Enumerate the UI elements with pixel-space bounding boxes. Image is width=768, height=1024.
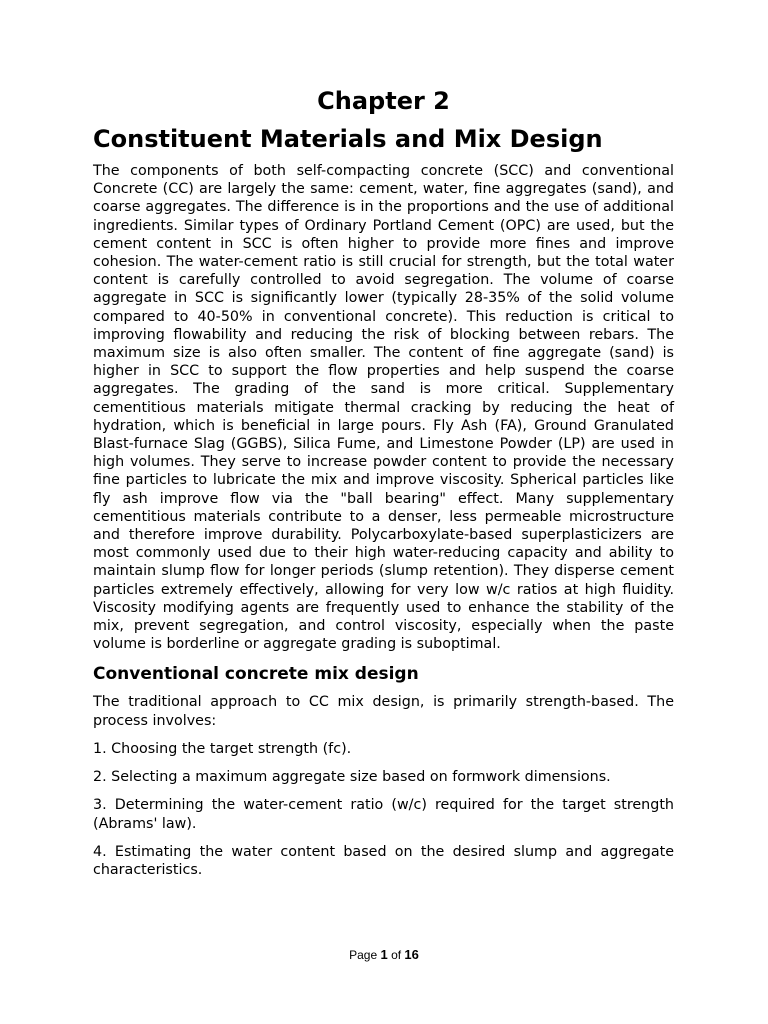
total-pages: 16 bbox=[404, 947, 419, 962]
list-item: 1. Choosing the target strength (fc). bbox=[93, 740, 352, 757]
section-heading: Conventional concrete mix design bbox=[93, 664, 419, 685]
document-page bbox=[93, 84, 674, 889]
chapter-title: Constituent Materials and Mix Design bbox=[93, 125, 603, 153]
page-word: Page bbox=[349, 948, 378, 962]
of-word: of bbox=[391, 948, 402, 962]
intro-paragraph: The components of both self-compacting concrete (SCC) and conventional Concrete (CC) are largely the same: cement, water, fine aggregates (sand), and coarse aggregates. The difference is in the proportions and the use of additional ingredients. Similar types of Ordinary Portland Cement (OPC) are used, but the cement content in SCC is often higher to provide more fines and improve cohesion. The water-cement ratio is still crucial for strength, but the total water content is carefully controlled to avoid segregation. The volume of coarse aggregate in SCC is significantly lower (typically 28-35% of the solid volume compared to 40-50% in conventional concrete). This reduction is critical to improving flowability and reducing the risk of blocking between rebars. The maximum size is also often smaller. The content of fine aggregate (sand) is higher in SCC to support the flow properties and help suspend the coarse aggregates. The grading of the sand is more critical. Supplementary cementitious materials mitigate thermal cracking by reducing the heat of hydration, which is beneficial in large pours. Fly Ash (FA), Ground Granulated Blast-furnace Slag (GGBS), Silica Fume, and Limestone Powder (LP) are used in high volumes. They serve to increase powder content to provide the necessary fine particles to lubricate the mix and improve viscosity. Spherical particles like fly ash improve flow via the "ball bearing" effect. Many supplementary cementitious materials contribute to a denser, less permeable microstructure and therefore improve durability. Polycarboxylate-based superplasticizers are most commonly used due to their high water-reducing capacity and ability to maintain slump flow for longer periods (slump retention). They disperse cement particles extremely effectively, allowing for very low w/c ratios at high fluidity. Viscosity modifying agents are frequently used to enhance the stability of the mix, prevent segregation, and control viscosity, especially when the paste volume is borderline or aggregate grading is suboptimal. bbox=[93, 163, 674, 653]
chapter-number: Chapter 2 bbox=[317, 87, 450, 115]
current-page-number: 1 bbox=[380, 947, 388, 962]
page-footer bbox=[0, 946, 768, 964]
section-intro: The traditional approach to CC mix design, is primarily strength-based. The process involves: bbox=[93, 694, 674, 729]
list-item: 3. Determining the water-cement ratio (w/c) required for the target strength (Abrams' law). bbox=[93, 797, 674, 832]
list-item: 2. Selecting a maximum aggregate size based on formwork dimensions. bbox=[93, 769, 611, 786]
list-item: 4. Estimating the water content based on the desired slump and aggregate characteristics. bbox=[93, 843, 674, 878]
